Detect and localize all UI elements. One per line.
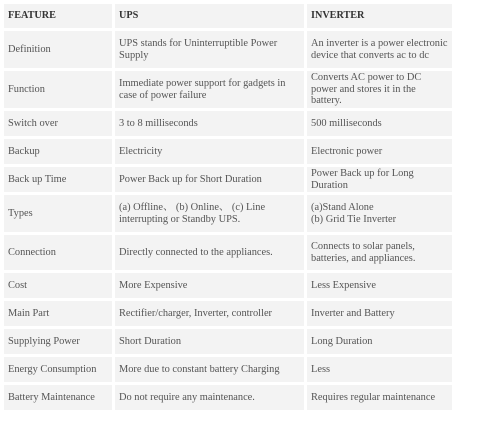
feature-cell: Back up Time xyxy=(4,167,112,192)
table-row xyxy=(4,111,452,136)
inverter-cell: 500 milliseconds xyxy=(307,111,452,136)
feature-cell: Energy Consumption xyxy=(4,357,112,382)
feature-cell: Switch over xyxy=(4,111,112,136)
ups-cell: UPS stands for Uninterruptible Power Supply xyxy=(115,31,304,68)
table-row xyxy=(4,139,452,164)
ups-cell: Do not require any maintenance. xyxy=(115,385,304,410)
header-inverter: INVERTER xyxy=(307,4,452,28)
comparison-table xyxy=(1,1,455,413)
header-feature: FEATURE xyxy=(4,4,112,28)
ups-cell: Rectifier/charger, Inverter, controller xyxy=(115,301,304,326)
table-header-row xyxy=(4,4,452,28)
inverter-cell: Power Back up for Long Duration xyxy=(307,167,452,192)
table-row xyxy=(4,357,452,382)
table-row xyxy=(4,31,452,68)
header-ups: UPS xyxy=(115,4,304,28)
feature-cell: Cost xyxy=(4,273,112,298)
ups-cell: More Expensive xyxy=(115,273,304,298)
feature-cell: Main Part xyxy=(4,301,112,326)
table-row xyxy=(4,301,452,326)
inverter-cell: Electronic power xyxy=(307,139,452,164)
ups-cell: (a) Offline、 (b) Online、 (c) Line interrupting or Standby UPS. xyxy=(115,195,304,232)
table-row xyxy=(4,235,452,270)
ups-cell: Power Back up for Short Duration xyxy=(115,167,304,192)
inverter-cell: (a)Stand Alone (b) Grid Tie Inverter xyxy=(307,195,452,232)
feature-cell: Backup xyxy=(4,139,112,164)
inverter-cell: Long Duration xyxy=(307,329,452,354)
table-row xyxy=(4,385,452,410)
ups-cell: Short Duration xyxy=(115,329,304,354)
feature-cell: Connection xyxy=(4,235,112,270)
table-row xyxy=(4,273,452,298)
table-row xyxy=(4,71,452,108)
feature-cell: Function xyxy=(4,71,112,108)
table-row xyxy=(4,167,452,192)
inverter-cell: Requires regular maintenance xyxy=(307,385,452,410)
inverter-cell: Less Expensive xyxy=(307,273,452,298)
feature-cell: Definition xyxy=(4,31,112,68)
ups-cell: More due to constant battery Charging xyxy=(115,357,304,382)
feature-cell: Types xyxy=(4,195,112,232)
ups-cell: Directly connected to the appliances. xyxy=(115,235,304,270)
inverter-cell: An inverter is a power electronic device that converts ac to dc xyxy=(307,31,452,68)
ups-cell: Immediate power support for gadgets in case of power failure xyxy=(115,71,304,108)
inverter-cell: Connects to solar panels, batteries, and appliances. xyxy=(307,235,452,270)
ups-cell: Electricity xyxy=(115,139,304,164)
feature-cell: Supplying Power xyxy=(4,329,112,354)
feature-cell: Battery Maintenance xyxy=(4,385,112,410)
ups-cell: 3 to 8 milliseconds xyxy=(115,111,304,136)
inverter-cell: Inverter and Battery xyxy=(307,301,452,326)
inverter-cell: Converts AC power to DC power and stores it in the battery. xyxy=(307,71,452,108)
table-row xyxy=(4,195,452,232)
table-row xyxy=(4,329,452,354)
inverter-cell: Less xyxy=(307,357,452,382)
